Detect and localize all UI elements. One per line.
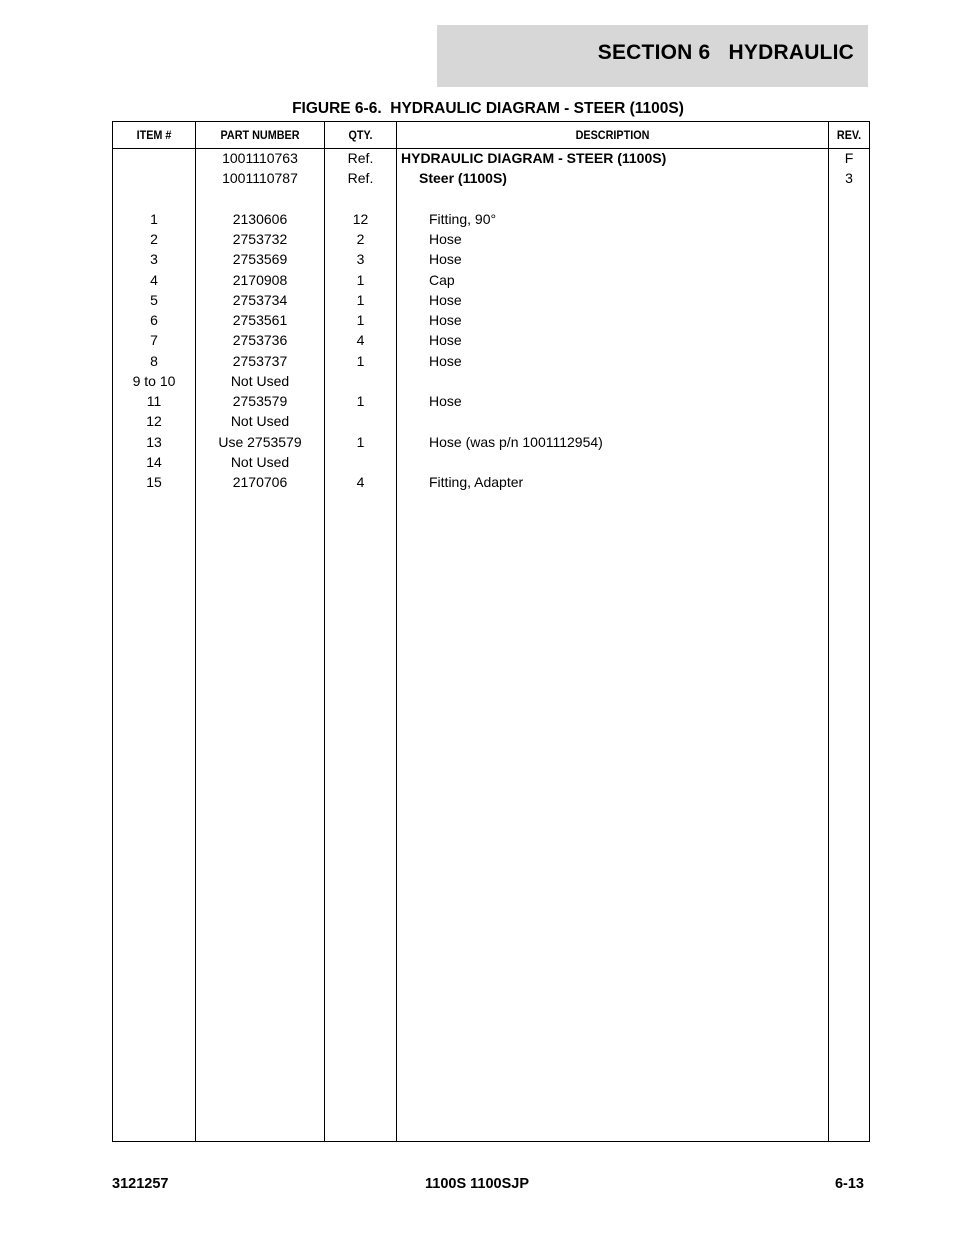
item-cell: 11 — [146, 393, 162, 409]
part-number-cell: 1001110787 — [222, 170, 298, 186]
section-banner — [437, 25, 868, 87]
description-cell: Hose — [429, 332, 462, 348]
part-number-cell: 2753736 — [232, 332, 288, 348]
qty-cell: 4 — [356, 332, 365, 348]
part-number-cell: Not Used — [230, 373, 290, 389]
qty-cell: 12 — [352, 211, 369, 227]
column-header-qty: QTY. — [348, 128, 373, 142]
figure-title: FIGURE 6-6. HYDRAULIC DIAGRAM - STEER (1100S) — [292, 100, 684, 117]
part-number-cell: 2753579 — [232, 393, 288, 409]
table-row — [113, 351, 869, 371]
item-cell: 8 — [150, 353, 158, 369]
part-number-cell: 2753737 — [232, 353, 288, 369]
item-cell: 15 — [146, 474, 162, 490]
table-row — [113, 270, 869, 290]
qty-cell: Ref. — [347, 150, 374, 166]
column-header-rev: REV. — [836, 128, 862, 142]
part-number-cell: 2753561 — [232, 312, 288, 328]
item-cell: 1 — [150, 211, 158, 227]
table-row — [113, 310, 869, 330]
part-number-cell: 2753732 — [232, 231, 288, 247]
table-row — [113, 391, 869, 411]
description-cell: Hose — [429, 292, 462, 308]
table-row — [113, 371, 869, 391]
item-cell: 7 — [150, 332, 158, 348]
qty-cell: 1 — [356, 272, 365, 288]
part-number-cell: 2170706 — [232, 474, 288, 490]
table-row — [113, 148, 869, 168]
table-row — [113, 432, 869, 452]
qty-cell: 4 — [356, 474, 365, 490]
column-header-item: ITEM # — [136, 128, 172, 142]
description-cell: Hose — [429, 251, 462, 267]
rev-cell: 3 — [845, 170, 853, 186]
part-number-cell: Use 2753579 — [218, 434, 302, 450]
table-row — [113, 472, 869, 492]
parts-table — [112, 121, 870, 1142]
table-row — [113, 411, 869, 431]
part-number-cell: Not Used — [230, 413, 290, 429]
qty-cell: 1 — [356, 312, 365, 328]
qty-cell: 1 — [356, 353, 365, 369]
description-cell: Hose — [429, 393, 462, 409]
column-header-part-number: PART NUMBER — [220, 128, 300, 142]
footer-page-number: 6-13 — [834, 1176, 864, 1192]
item-cell: 14 — [146, 454, 162, 470]
qty-cell: 1 — [356, 434, 365, 450]
rev-cell: F — [844, 150, 854, 166]
item-cell: 3 — [150, 251, 158, 267]
qty-cell: 3 — [356, 251, 365, 267]
table-row — [113, 249, 869, 269]
description-cell: Fitting, 90° — [429, 211, 497, 227]
table-row — [113, 452, 869, 472]
column-header-description: DESCRIPTION — [575, 128, 650, 142]
item-cell: 12 — [146, 413, 162, 429]
section-title: SECTION 6 HYDRAULIC — [597, 41, 854, 64]
description-cell: Hose — [429, 353, 462, 369]
table-row — [113, 229, 869, 249]
footer-doc-number: 3121257 — [112, 1176, 169, 1192]
description-cell: HYDRAULIC DIAGRAM - STEER (1100S) — [401, 150, 667, 166]
table-row — [113, 209, 869, 229]
qty-cell: Ref. — [347, 170, 374, 186]
qty-cell: 2 — [356, 231, 365, 247]
part-number-cell: 2753734 — [232, 292, 288, 308]
part-number-cell: 2753569 — [232, 251, 288, 267]
item-cell: 13 — [146, 434, 162, 450]
item-cell: 2 — [150, 231, 158, 247]
description-cell: Fitting, Adapter — [429, 474, 524, 490]
part-number-cell: 2170908 — [232, 272, 288, 288]
item-cell: 9 to 10 — [132, 373, 176, 389]
part-number-cell: 2130606 — [232, 211, 288, 227]
part-number-cell: Not Used — [230, 454, 290, 470]
description-cell: Hose — [429, 231, 462, 247]
qty-cell: 1 — [356, 393, 365, 409]
qty-cell: 1 — [356, 292, 365, 308]
item-cell: 4 — [150, 272, 158, 288]
table-row — [113, 168, 869, 188]
footer-models: 1100S 1100SJP — [424, 1176, 530, 1192]
table-row — [113, 290, 869, 310]
item-cell: 5 — [150, 292, 158, 308]
item-cell: 6 — [150, 312, 158, 328]
description-cell: Hose (was p/n 1001112954) — [429, 434, 603, 450]
description-cell: Cap — [429, 272, 455, 288]
part-number-cell: 1001110763 — [222, 150, 298, 166]
description-cell: Steer (1100S) — [419, 170, 507, 186]
description-cell: Hose — [429, 312, 462, 328]
table-row — [113, 330, 869, 350]
